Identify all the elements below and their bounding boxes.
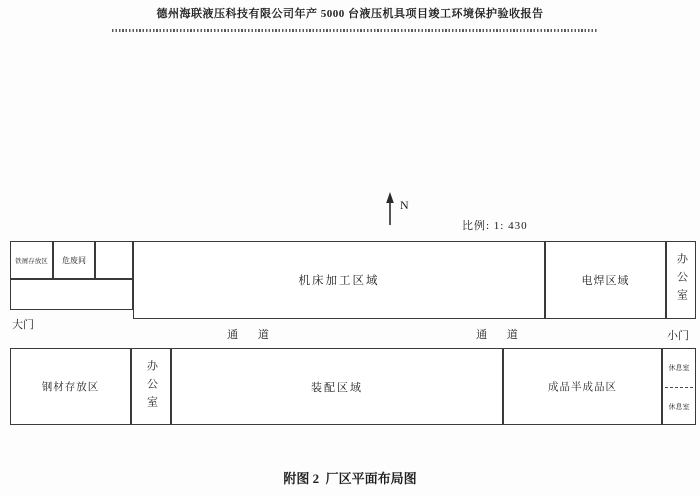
room-empty-row [10,279,133,310]
room-welding-label: 电焊区域 [581,275,630,287]
north-arrow-icon [383,192,397,226]
north-label: N [400,198,409,212]
room-hazardous-waste [53,241,95,279]
room-finished-goods [503,348,662,425]
room-hazardous-waste-label: 危废间 [62,255,86,265]
room-assembly-label: 装配区域 [311,381,363,394]
room-office-bottom [131,348,171,425]
room-machining-area [133,241,545,319]
room-office-bottom-label: 办公室 [145,359,158,414]
scale-label: 比例: 1: 430 [462,220,528,232]
room-scrap-storage [10,241,53,279]
small-gate-label: 小门 [667,330,689,342]
room-office-top [666,241,696,319]
room-steel-storage [10,348,131,425]
document-header-title: 德州海联液压科技有限公司年产 5000 台液压机具项目竣工环境保护验收报告 [156,8,544,20]
corridor-label-left: 通 道 [227,329,269,341]
room-rest-top [663,349,695,387]
room-steel-storage-label: 钢材存放区 [41,382,100,393]
room-assembly-area [171,348,503,425]
room-empty-cell [95,241,133,279]
corridor-label-right: 通 道 [476,329,518,341]
room-rest-bottom-label: 休息室 [668,402,690,411]
room-scrap-storage-label: 铁屑存放区 [15,257,48,265]
figure-caption: 附图 2 厂区平面布局图 [283,471,417,486]
room-rest-bottom [663,388,695,425]
room-machining-label: 机床加工区域 [298,275,380,287]
room-rest-top-label: 休息室 [668,364,690,372]
room-office-top-label: 办公室 [675,253,688,307]
rest-rooms-column [662,348,696,425]
header-dotted-rule [112,29,598,32]
room-finished-goods-label: 成品半成品区 [548,382,617,393]
room-welding-area [545,241,666,319]
main-gate-label: 大门 [12,319,34,331]
